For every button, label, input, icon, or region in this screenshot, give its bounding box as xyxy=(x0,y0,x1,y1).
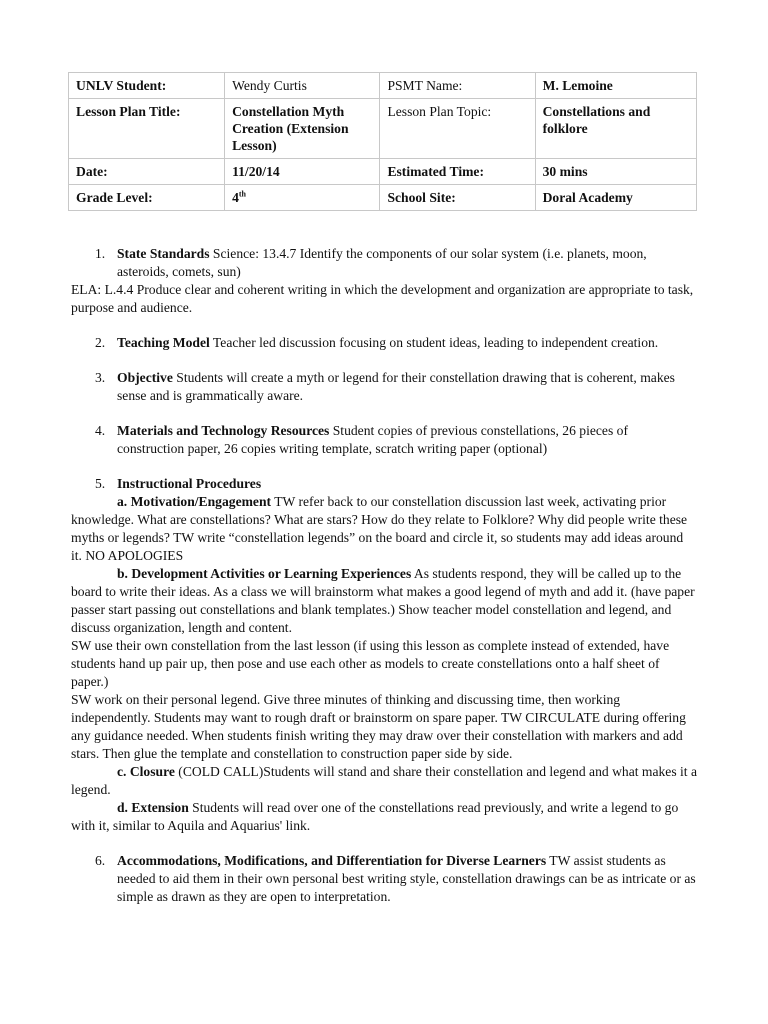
table-row xyxy=(69,159,697,185)
development-paragraph xyxy=(71,565,697,637)
section-heading: Accommodations, Modifications, and Differentiation for Diverse Learners xyxy=(117,853,547,868)
section-text: Student copies of previous constellations, 26 pieces of construction paper, 26 copies writing template, scratch writing paper (optional) xyxy=(117,423,628,456)
table-row xyxy=(69,99,697,159)
table-cell: School Site: xyxy=(380,185,535,211)
section-text: Students will create a myth or legend for their constellation drawing that is coherent, makes sense and is grammatically aware. xyxy=(117,370,675,403)
grade-superscript: th xyxy=(238,189,246,199)
subheading: b. Development Activities or Learning Experiences xyxy=(117,566,412,581)
section-heading: Instructional Procedures xyxy=(117,476,262,491)
table-cell: Doral Academy xyxy=(535,185,696,211)
paragraph-text: As students respond, they will be called up to the board to write their ideas. As a class we will brainstorm what makes a good legend of myth and add it. (have paper passer start passing out constellations and blank templates.) Show teacher model constellation and legend, and discuss organization, length and content. xyxy=(71,566,695,635)
list-number: 6. xyxy=(95,853,106,868)
subheading: d. Extension xyxy=(117,800,189,815)
subheading: a. Motivation/Engagement xyxy=(117,494,272,509)
paragraph-text: TW refer back to our constellation discussion last week, activating prior knowledge. What are constellations? What are stars? How do they relate to Folklore? Why did people write these myths or legends? TW write “constellation legends” on the board and circle it, so students may add ideas around it. NO APOLOGIES xyxy=(71,494,688,563)
section-state-standards xyxy=(71,245,697,281)
list-number: 1. xyxy=(95,246,106,261)
section-text: Teacher led discussion focusing on student ideas, leading to independent creation. xyxy=(209,335,659,350)
table-cell: Grade Level: xyxy=(69,185,225,211)
table-cell: Date: xyxy=(69,159,225,185)
extension-paragraph xyxy=(71,799,697,835)
table-row xyxy=(69,185,697,211)
paragraph-text: (COLD CALL)Students will stand and share their constellation and legend and what makes it a legend. xyxy=(71,764,698,797)
table-cell: Estimated Time: xyxy=(380,159,535,185)
paragraph-text: Students will read over one of the constellations read previously, and write a legend to go with it, similar to Aquila and Aquarius' link. xyxy=(71,800,679,833)
section-objective xyxy=(71,369,697,405)
list-number: 5. xyxy=(95,476,106,491)
list-number: 4. xyxy=(95,423,106,438)
paragraph-text: SW use their own constellation from the last lesson (if using this lesson as complete instead of extended, have students hand up pair up, then pose and use each other as models to create constellations onto a half sheet of paper.) xyxy=(71,638,670,689)
table-cell: Lesson Plan Title: xyxy=(69,99,225,159)
table-cell: 11/20/14 xyxy=(225,159,380,185)
lesson-body xyxy=(71,245,697,906)
section-heading: Objective xyxy=(117,370,173,385)
table-cell: 30 mins xyxy=(535,159,696,185)
table-row xyxy=(69,73,697,99)
table-cell: Constellation Myth Creation (Extension Lesson) xyxy=(225,99,380,159)
list-number: 3. xyxy=(95,370,106,385)
table-cell: M. Lemoine xyxy=(535,73,696,99)
list-number: 2. xyxy=(95,335,106,350)
table-cell: Constellations and folklore xyxy=(535,99,696,159)
section-materials xyxy=(71,422,697,458)
paragraph-text: SW work on their personal legend. Give three minutes of thinking and discussing time, then working independently. Students may want to rough draft or brainstorm on spare paper. TW CIRCULATE during offering any guidance needed. When students finish writing they may draw over their constellation with markers and add stars. Then glue the template and constellation to construction paper side by side. xyxy=(71,692,686,761)
closure-paragraph xyxy=(71,763,697,799)
section-heading: State Standards xyxy=(117,246,210,261)
section-text: TW assist students as needed to aid them in their own personal best writing style, constellation drawings can be as intricate or as simple as drawn as they are open to interpretation. xyxy=(117,853,696,904)
grade-value: 4 xyxy=(232,190,239,205)
table-cell: PSMT Name: xyxy=(380,73,535,99)
section-text: Science: 13.4.7 Identify the components of our solar system (i.e. planets, moon, asteroids, comets, sun) xyxy=(117,246,647,279)
ela-standard-text: ELA: L.4.4 Produce clear and coherent writing in which the development and organization are appropriate to task, purpose and audience. xyxy=(71,282,694,315)
section-accommodations xyxy=(71,852,697,906)
table-cell: Lesson Plan Topic: xyxy=(380,99,535,159)
motivation-paragraph xyxy=(71,493,697,565)
table-cell xyxy=(225,185,380,211)
section-teaching-model xyxy=(71,334,697,352)
section-heading: Teaching Model xyxy=(117,335,210,350)
table-cell: Wendy Curtis xyxy=(225,73,380,99)
section-heading: Materials and Technology Resources xyxy=(117,423,330,438)
lesson-info-table xyxy=(68,72,697,211)
section-instructional-procedures xyxy=(71,475,697,493)
subheading: c. Closure xyxy=(117,764,175,779)
table-cell: UNLV Student: xyxy=(69,73,225,99)
